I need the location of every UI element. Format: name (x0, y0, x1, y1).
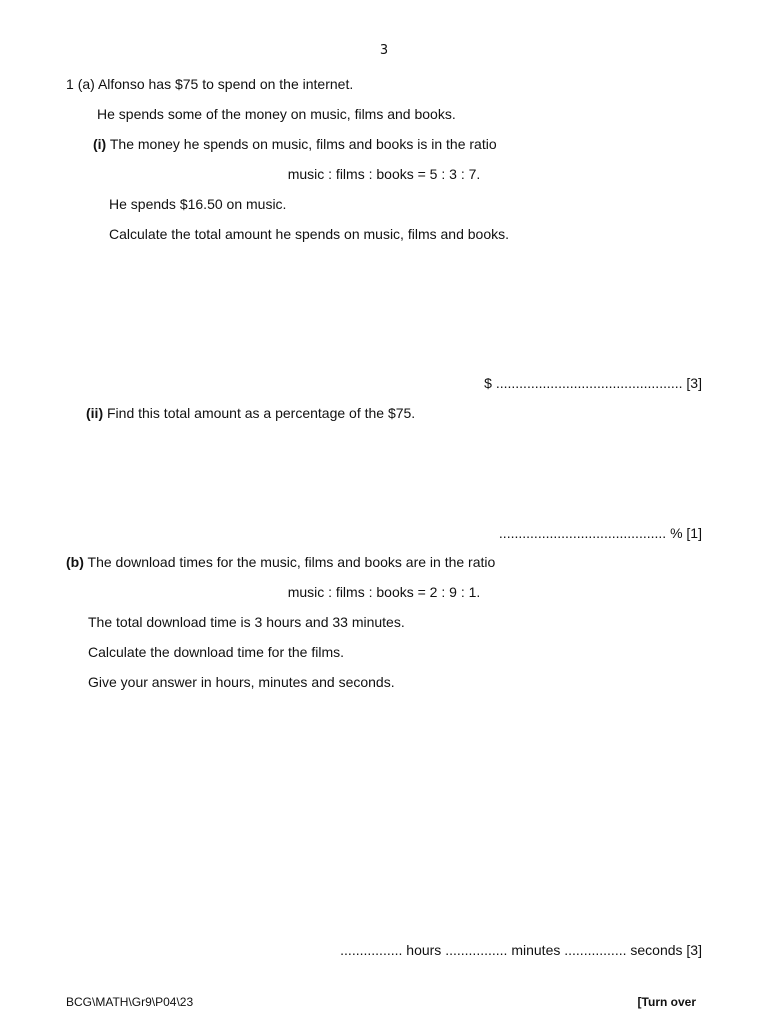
question-number: 1 (66, 76, 74, 92)
answer1-dots: ................................................ (495, 375, 683, 391)
hours-label: hours (406, 942, 442, 958)
answer1-marks: [3] (686, 375, 702, 391)
intro-text: Alfonso has $75 to spend on the internet. (97, 76, 354, 92)
total-download-time: The total download time is 3 hours and 33 minutes. (88, 614, 405, 630)
calculate-films-instruction: Calculate the download time for the films. (88, 644, 345, 660)
part-b-text: The download times for the music, films and books are in the ratio (87, 554, 496, 570)
sub-i-label: (i) (93, 136, 107, 152)
answer3-marks: [3] (686, 942, 702, 958)
question-1a-intro (66, 75, 353, 93)
answer-line-3[interactable] (340, 941, 702, 959)
seconds-label: seconds (630, 942, 683, 958)
sub-question-i (93, 135, 497, 153)
answer2-dots: ........................................... (498, 525, 667, 541)
answer1-prefix: $ (484, 375, 492, 391)
minutes-label: minutes (511, 942, 561, 958)
answer-format-instruction: Give your answer in hours, minutes and seconds. (88, 674, 395, 690)
sub-i-text: The money he spends on music, films and books is in the ratio (109, 136, 497, 152)
ratio-statement-1: music : films : books = 5 : 3 : 7. (287, 166, 481, 182)
part-a-label: (a) (77, 76, 95, 92)
ratio-statement-2: music : films : books = 2 : 9 : 1. (287, 584, 481, 600)
part-b-label: (b) (66, 554, 84, 570)
answer-line-2[interactable] (499, 524, 702, 542)
hours-dots: ................ (340, 942, 403, 958)
spending-statement: He spends some of the money on music, films and books. (97, 106, 456, 122)
page-number: 3 (379, 43, 389, 58)
answer2-marks: [1] (686, 525, 702, 541)
sub-question-ii (86, 404, 415, 422)
sub-ii-text: Find this total amount as a percentage of the $75. (107, 405, 416, 421)
music-spend-statement: He spends $16.50 on music. (109, 196, 287, 212)
answer-line-1[interactable] (484, 374, 702, 392)
calculate-instruction: Calculate the total amount he spends on music, films and books. (109, 226, 509, 242)
minutes-dots: ................ (445, 942, 508, 958)
sub-ii-label: (ii) (86, 405, 104, 421)
part-b (66, 553, 495, 571)
seconds-dots: ................ (564, 942, 627, 958)
footer-code: BCG\MATH\Gr9\P04\23 (66, 995, 194, 1009)
answer2-suffix: % (670, 525, 683, 541)
turn-over: [Turn over (637, 995, 696, 1009)
